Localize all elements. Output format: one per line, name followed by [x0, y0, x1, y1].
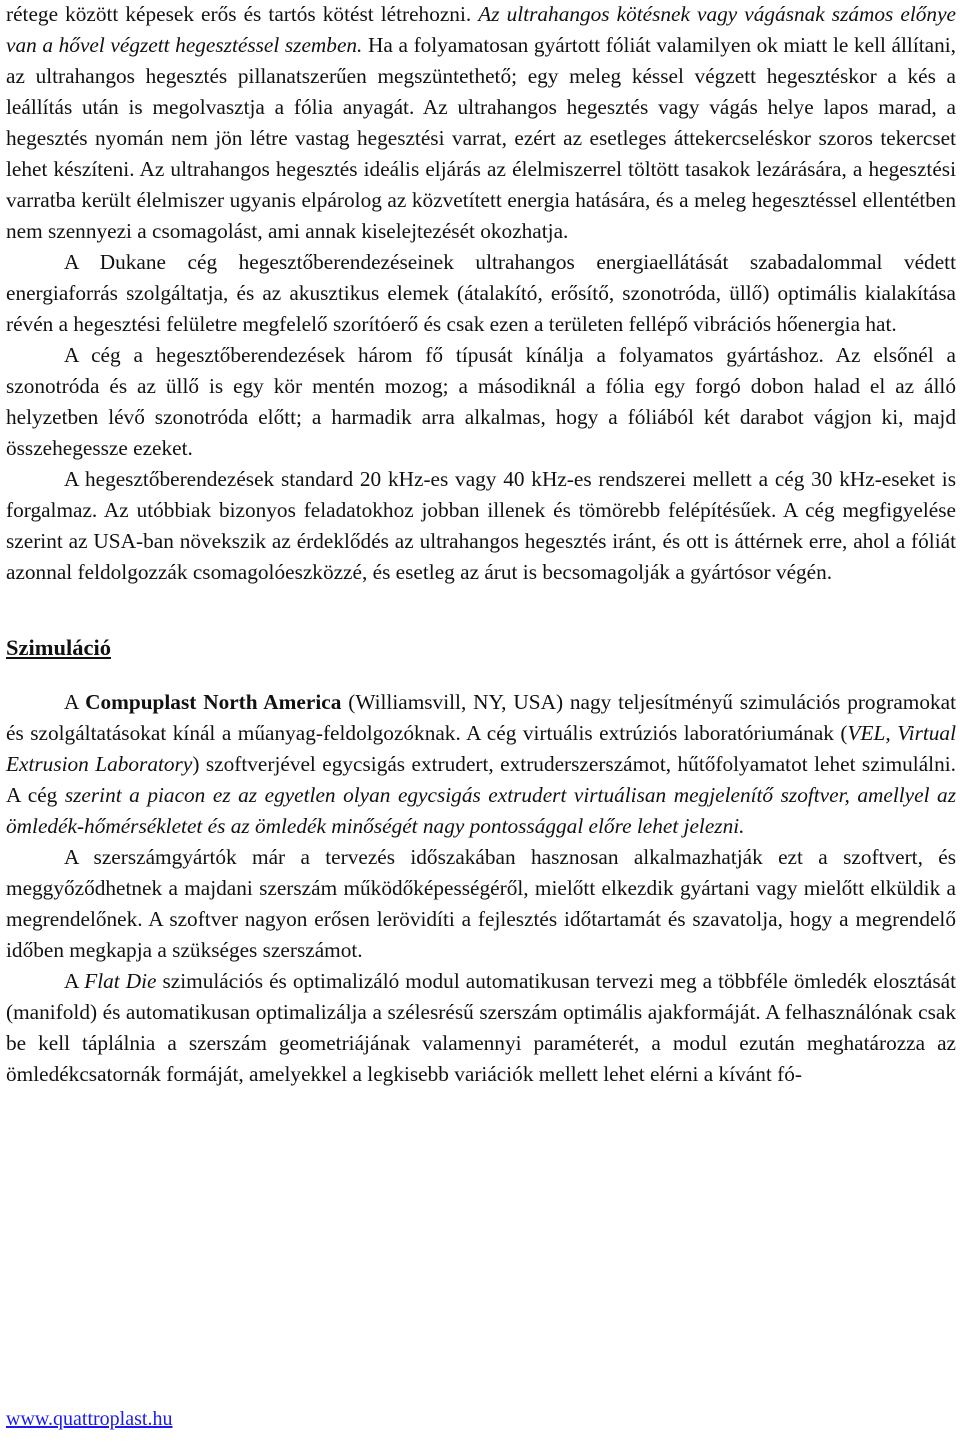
text-run: szimulációs és optimalizáló modul automatikusan tervezi meg a többféle ömledék elosztását (manifold) és automatikusan optimalizálja a szélesrésű szerszám optimális ajakformáját. A felhasználónak csak be kell táplálnia a szerszám geometriájának valamennyi paraméterét, a modul ezután meghatározza az ömledékcsatornák formáját, amelyekkel a legkisebb variációk mellett lehet elérni a kívánt fó-	[6, 969, 956, 1086]
italic-run: Flat Die	[84, 969, 157, 993]
text-run: Ha a folyamatosan gyártott fóliát valamilyen ok miatt le kell állítani, az ultrahangos hegesztés pillanatszerűen megszüntethető; egy meleg késsel végzett hegesztéskor a kés a leállítás után is megolvasztja a fólia anyagát. Az ultrahangos hegesztés vagy vágás helye lapos marad, a hegesztés nyomán nem jön létre vastag hegesztési varrat, ezért az esetleges áttekercseléskor szoros tekercset lehet készíteni. Az ultrahangos hegesztés ideális eljárás az élelmiszerrel töltött tasakok lezárására, a hegesztési varratba került élelmiszer ugyanis elpárolog az közvetített energia hatására, és a meleg hegesztéssel ellentétben nem szennyezi a csomagolást, ami annak kiselejtezését okozhatja.	[6, 33, 956, 243]
italic-run: szerint a piacon ez az egyetlen olyan egycsigás extrudert virtuálisan megjelenítő szoftver, amellyel az ömledék-hőmérsékletet és az ömledék minőségét nagy pontossággal előre lehet jelezni.	[6, 783, 956, 838]
document-page	[6, 0, 956, 1090]
paragraph-compuplast	[6, 687, 956, 842]
company-name: Compuplast North America	[85, 690, 342, 714]
footer-website-link[interactable]: www.quattroplast.hu	[6, 1408, 173, 1430]
paragraph-machine-types: A cég a hegesztőberendezések három fő típusát kínálja a folyamatos gyártáshoz. Az elsőnél a szonotróda és az üllő is egy kör mentén mozog; a másodiknál a fólia egy forgó dobon halad el az álló helyzetben lévő szonotróda előtt; a harmadik arra alkalmas, hogy a fóliából két darabot vágjon ki, majd összehegessze ezeket.	[6, 343, 956, 460]
italic-run: Az ultrahangos kötésnek vagy vágásnak számos előnye van a hővel végzett hegesztéssel szemben.	[6, 2, 956, 57]
text-run: A	[64, 690, 86, 714]
italic-run: VEL, Virtual Extrusion Laboratory	[6, 721, 956, 776]
paragraph-frequencies: A hegesztőberendezések standard 20 kHz-es vagy 40 kHz-es rendszerei mellett a cég 30 kHz-eseket is forgalmaz. Az utóbbiak bizonyos feladatokhoz jobban illenek és tömörebb felépítésűek. A cég megfigyelése szerint az USA-ban növekszik az érdeklődés az ultrahangos hegesztés iránt, és ott is áttérnek erre, ahol a fóliát azonnal feldolgozzák csomagolóeszközzé, és esetleg az árut is becsomagolják a gyártósor végén.	[6, 467, 956, 584]
text-run: ) szoftverjével egycsigás extrudert, extruderszerszámot, hűtőfolyamatot lehet szimulálni. A cég	[6, 752, 956, 807]
paragraph-ultrasonic-advantages	[6, 0, 956, 247]
section-heading-szimulacio: Szimuláció	[6, 635, 111, 660]
paragraph-dukane: A Dukane cég hegesztőberendezéseinek ultrahangos energiaellátását szabadalommal védett energiaforrás szolgáltatja, és az akusztikus elemek (átalakító, erősítő, szonotróda, üllő) optimális kialakítása révén a hegesztési felületre megfelelő szorítóerő és csak ezen a területen fellépő vibrációs hőenergia hat.	[6, 250, 956, 336]
text-run: rétege között képesek erős és tartós kötést létrehozni.	[6, 2, 479, 26]
paragraph-flat-die	[6, 966, 956, 1090]
paragraph-toolmakers: A szerszámgyártók már a tervezés időszakában hasznosan alkalmazhatják ezt a szoftvert, és meggyőződhetnek a majdani szerszám működőképességéről, mielőtt elkezdik gyártani vagy mielőtt elküldik a megrendelőnek. A szoftver nagyon erősen lerövidíti a fejlesztés időtartamát és szavatolja, hogy a megrendelő időben megkapja a szükséges szerszámot.	[6, 845, 956, 962]
text-run: (Williamsvill, NY, USA) nagy teljesítményű szimulációs programokat és szolgáltatásokat kínál a műanyag-feldolgozóknak. A cég virtuális extrúziós laboratóriumának (	[6, 690, 957, 745]
text-run: A	[64, 969, 85, 993]
